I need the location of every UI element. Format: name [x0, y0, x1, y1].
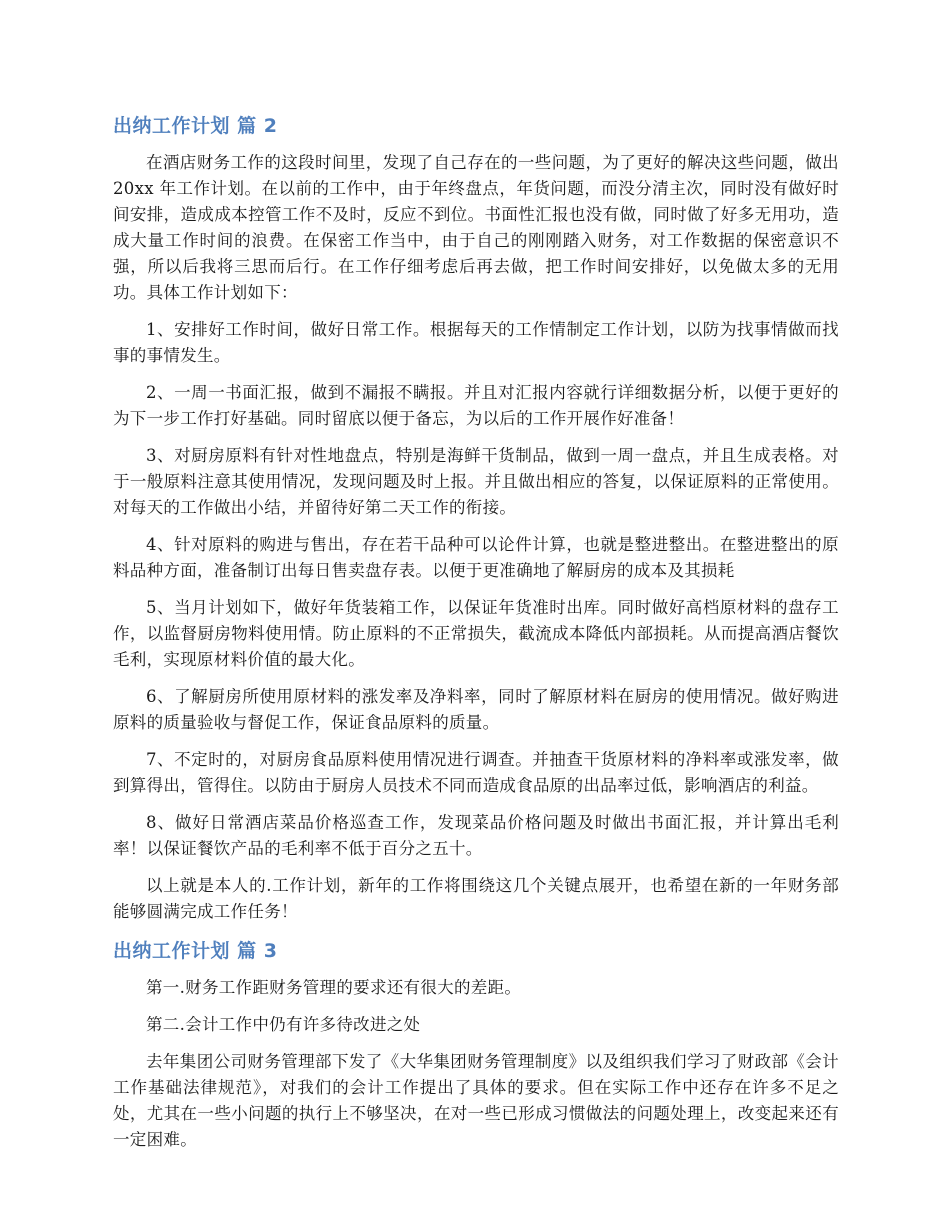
document-page	[113, 112, 839, 1164]
section-2-item-8: 8、做好日常酒店菜品价格巡查工作，发现菜品价格问题及时做出书面汇报，并计算出毛利率！以保证餐饮产品的毛利率不低于百分之五十。	[113, 813, 839, 858]
section-2-heading: 出纳工作计划 篇 2	[113, 115, 278, 137]
section-2-item-4: 4、针对原料的购进与售出，存在若干品种可以论件计算，也就是整进整出。在整进整出的原料品种方面，准备制订出每日售卖盘存表。以便于更准确地了解厨房的成本及其损耗	[113, 535, 839, 580]
section-2-item-2: 2、一周一书面汇报，做到不漏报不瞒报。并且对汇报内容就行详细数据分析，以便于更好的为下一步工作打好基础。同时留底以便于备忘，为以后的工作开展作好准备！	[113, 383, 839, 428]
section-2-intro-paragraph: 在酒店财务工作的这段时间里，发现了自己存在的一些问题，为了更好的解决这些问题，做出 20xx 年工作计划。在以前的工作中，由于年终盘点，年货问题，而没分清主次，同时没有做好时间安排，造成成本控管工作不及时，反应不到位。书面性汇报也没有做，同时做了好多无用功，造成大量工作时间的浪费。在保密工作当中，由于自己的刚刚踏入财务，对工作数据的保密意识不强，所以后我将三思而后行。在工作仔细考虑后再去做，把工作时间安排好，以免做太多的无用功。具体工作计划如下：	[113, 153, 839, 302]
section-3-body-paragraph: 去年集团公司财务管理部下发了《大华集团财务管理制度》以及组织我们学习了财政部《会计工作基础法律规范》，对我们的会计工作提出了具体的要求。但在实际工作中还存在许多不足之处，尤其在一些小问题的执行上不够坚决，在对一些已形成习惯做法的问题处理上，改变起来还有一定困难。	[113, 1052, 839, 1149]
section-2-closing-paragraph: 以上就是本人的.工作计划，新年的工作将围绕这几个关键点展开，也希望在新的一年财务部能够圆满完成工作任务！	[113, 876, 839, 921]
section-2-item-1: 1、安排好工作时间，做好日常工作。根据每天的工作情制定工作计划，以防为找事情做而找事的事情发生。	[113, 320, 839, 365]
section-2-item-6: 6、了解厨房所使用原材料的涨发率及净料率，同时了解原材料在厨房的使用情况。做好购进原料的质量验收与督促工作，保证食品原料的质量。	[113, 687, 839, 732]
section-2-item-5: 5、当月计划如下，做好年货装箱工作，以保证年货准时出库。同时做好高档原材料的盘存工作，以监督厨房物料使用情。防止原料的不正常损失，截流成本降低内部损耗。从而提高酒店餐饮毛利，实现原材料价值的最大化。	[113, 598, 839, 669]
section-3-point-1: 第一.财务工作距财务管理的要求还有很大的差距。	[146, 978, 522, 997]
section-3-point-2: 第二.会计工作中仍有许多待改进之处	[146, 1015, 421, 1034]
section-2-item-7: 7、不定时的，对厨房食品原料使用情况进行调查。并抽查干货原材料的净料率或涨发率，做到算得出，管得住。以防由于厨房人员技术不同而造成食品原的出品率过低，影响酒店的利益。	[113, 750, 839, 795]
section-3-heading: 出纳工作计划 篇 3	[113, 940, 278, 962]
section-2-item-3: 3、对厨房原料有针对性地盘点，特别是海鲜干货制品，做到一周一盘点，并且生成表格。对于一般原料注意其使用情况，发现问题及时上报。并且做出相应的答复，以保证原料的正常使用。对每天的工作做出小结，并留待好第二天工作的衔接。	[113, 446, 839, 517]
